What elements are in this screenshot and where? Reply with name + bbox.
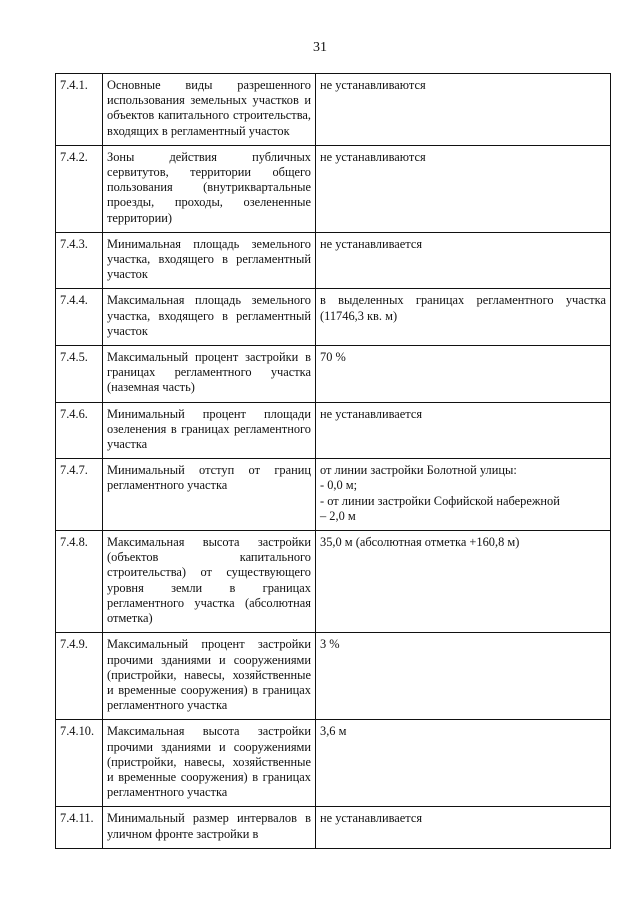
value-line: 35,0 м (абсолютная отметка +160,8 м) — [320, 535, 520, 550]
parameter-value — [316, 346, 611, 403]
table-row — [56, 402, 611, 459]
value-line: - 0,0 м; — [320, 478, 358, 493]
value-line: в выделенных границах регламентного участка (11746,3 кв. м) — [320, 293, 606, 323]
parameter-value — [316, 633, 611, 720]
parameter-name: Максимальная высота застройки прочими зданиями и сооружениями (пристройки, навесы, хозяйственные и временные сооружения) в границах регламентного участка — [103, 720, 316, 807]
value-line: 3,6 м — [320, 724, 347, 739]
value-line: не устанавливается — [320, 236, 423, 251]
table-row — [56, 633, 611, 720]
row-number: 7.4.9. — [56, 633, 103, 720]
table-row — [56, 531, 611, 633]
table-row — [56, 459, 611, 531]
regulation-table-body — [56, 74, 611, 849]
row-number: 7.4.2. — [56, 145, 103, 232]
row-number: 7.4.7. — [56, 459, 103, 531]
parameter-name: Минимальный отступ от границ регламентного участка — [103, 459, 316, 531]
row-number: 7.4.8. — [56, 531, 103, 633]
value-line: от линии застройки Болотной улицы: — [320, 463, 517, 478]
table-row — [56, 232, 611, 289]
row-number: 7.4.1. — [56, 74, 103, 146]
table-row — [56, 807, 611, 848]
value-line: – 2,0 м — [320, 508, 356, 523]
table-row — [56, 145, 611, 232]
parameter-value — [316, 720, 611, 807]
parameter-value — [316, 402, 611, 459]
parameter-name: Максимальная высота застройки (объектов капитального строительства) от существующего уровня земли в границах регламентного участка (абсолютная отметка) — [103, 531, 316, 633]
value-line: не устанавливаются — [320, 149, 426, 164]
parameter-name: Максимальный процент застройки прочими зданиями и сооружениями (пристройки, навесы, хозяйственные и временные сооружения) в границах регламентного участка — [103, 633, 316, 720]
parameter-name: Зоны действия публичных сервитутов, территории общего пользования (внутриквартальные проезды, проходы, озелененные территории) — [103, 145, 316, 232]
row-number: 7.4.10. — [56, 720, 103, 807]
parameter-name: Максимальная площадь земельного участка, входящего в регламентный участок — [103, 289, 316, 346]
row-number: 7.4.4. — [56, 289, 103, 346]
table-row — [56, 346, 611, 403]
parameter-name: Минимальный процент площади озеленения в границах регламентного участка — [103, 402, 316, 459]
row-number: 7.4.6. — [56, 402, 103, 459]
regulation-table — [55, 73, 611, 849]
value-line: не устанавливается — [320, 406, 423, 421]
parameter-name: Максимальный процент застройки в границах регламентного участка (наземная часть) — [103, 346, 316, 403]
parameter-value — [316, 232, 611, 289]
parameter-value — [316, 289, 611, 346]
parameter-value — [316, 807, 611, 848]
parameter-name: Минимальный размер интервалов в уличном фронте застройки в — [103, 807, 316, 848]
table-row — [56, 74, 611, 146]
page-number: 31 — [313, 40, 327, 55]
value-line: - от линии застройки Софийской набережной — [320, 493, 560, 508]
value-line: 70 % — [320, 350, 346, 365]
parameter-value — [316, 145, 611, 232]
parameter-value — [316, 531, 611, 633]
table-row — [56, 289, 611, 346]
parameter-name: Минимальная площадь земельного участка, входящего в регламентный участок — [103, 232, 316, 289]
row-number: 7.4.5. — [56, 346, 103, 403]
parameter-name: Основные виды разрешенного использования земельных участков и объектов капитального строительства, входящих в регламентный участок — [103, 74, 316, 146]
row-number: 7.4.3. — [56, 232, 103, 289]
value-line: не устанавливается — [320, 811, 423, 826]
table-row — [56, 720, 611, 807]
value-line: не устанавливаются — [320, 78, 426, 92]
row-number: 7.4.11. — [56, 807, 103, 848]
value-line: 3 % — [320, 637, 340, 652]
parameter-value — [316, 459, 611, 531]
parameter-value — [316, 74, 611, 146]
